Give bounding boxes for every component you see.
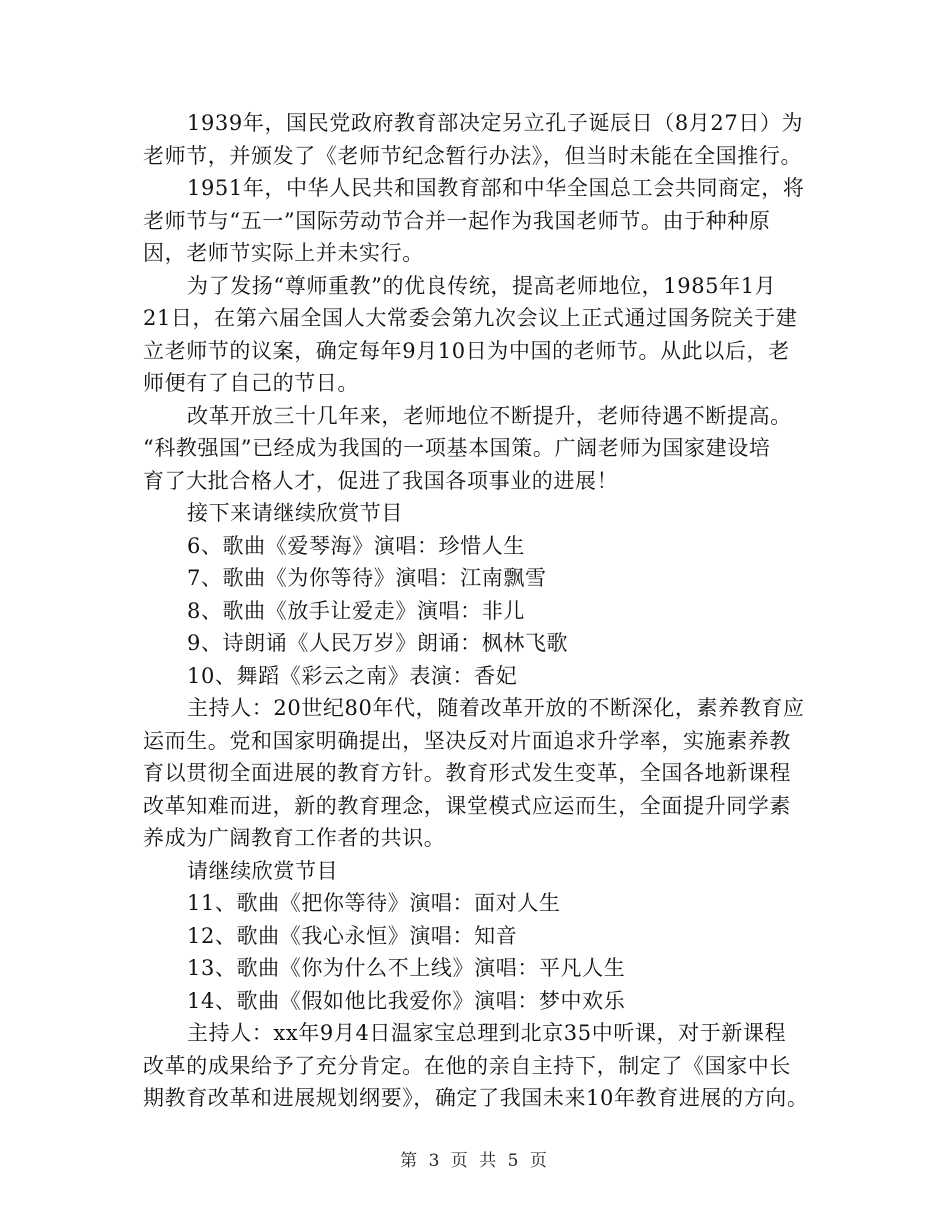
text-line: 主持人：xx年9月4日温家宝总理到北京35中听课，对于新课程 [187,1021,787,1045]
program-item-8 [143,595,815,628]
paragraph-1939 [143,107,815,172]
text-line: 老师节，并颁发了《老师节纪念暂行办法》，但当时未能在全国推行。 [143,143,803,168]
text-line: 育以贯彻全面进展的教育方针。教育形式发生变革，全国各地新课程 [143,761,791,785]
text-line: 11、歌曲《把你等待》演唱：面对人生 [187,891,561,915]
text-line: 21日，在第六届全国人大常委会第九次会议上正式通过国务院关于建 [143,306,798,330]
program-item-6 [143,530,815,563]
text-line: 改革的成果给予了充分肯定。在他的亲自主持下，制定了《国家中长 [143,1053,791,1078]
text-line: 12、歌曲《我心永恒》演唱：知音 [187,923,518,948]
text-line: 9、诗朗诵《人民万岁》朗诵：枫林飞歌 [187,631,569,655]
paragraph-1951 [143,172,815,270]
text-line: 养成为广阔教育工作者的共识。 [143,826,446,850]
host-speech-wen [143,1017,815,1115]
page-number-footer: 第 3 页 共 5 页 [400,1151,550,1171]
text-line: 师便有了自己的节日。 [143,371,359,395]
document-body [143,107,815,1115]
paragraph-1985 [143,270,815,400]
text-line: 期教育改革和进展规划纲要》，确定了我国未来10年教育进展的方向。 [143,1086,809,1110]
text-line: 7、歌曲《为你等待》演唱：江南飘雪 [187,566,547,590]
host-speech-1980s [143,692,815,855]
text-line: 13、歌曲《你为什么不上线》演唱：平凡人生 [187,956,626,980]
text-line: “科教强国”已经成为我国的一项基本国策。广阔老师为国家建设培 [143,436,771,460]
program-intro-2 [143,855,815,888]
program-item-12 [143,920,815,953]
program-item-10 [143,660,815,693]
program-item-14 [143,985,815,1018]
text-line: 因，老师节实际上并未实行。 [143,241,424,265]
text-line: 8、歌曲《放手让爱走》演唱：非儿 [187,598,525,623]
text-line: 请继续欣赏节目 [187,858,339,883]
paragraph-reform [143,400,815,498]
program-item-11 [143,887,815,920]
text-line: 1939年，国民党政府教育部决定另立孔子诞辰日（8月27日）为 [187,111,804,135]
text-line: 改革知难而进，新的教育理念，课堂模式应运而生，全面提升同学素 [143,793,791,818]
program-intro-1 [143,497,815,530]
text-line: 1951年，中华人民共和国教育部和中华全国总工会共同商定，将 [187,176,805,200]
program-item-13 [143,952,815,985]
text-line: 老师节与“五一”国际劳动节合并一起作为我国老师节。由于种种原 [143,208,771,233]
text-line: 为了发扬“尊师重教”的优良传统，提高老师地位，1985年1月 [187,273,777,298]
text-line: 改革开放三十几年来，老师地位不断提升，老师待遇不断提高。 [187,403,792,428]
program-item-7 [143,562,815,595]
text-line: 运而生。党和国家明确提出，坚决反对片面追求升学率，实施素养教 [143,728,791,753]
text-line: 育了大批合格人才，促进了我国各项事业的进展！ [143,468,619,493]
text-line: 14、歌曲《假如他比我爱你》演唱：梦中欢乐 [187,988,626,1013]
program-item-9 [143,627,815,660]
text-line: 主持人：20世纪80年代，随着改革开放的不断深化，素养教育应 [187,696,805,720]
text-line: 接下来请继续欣赏节目 [187,501,403,525]
text-line: 立老师节的议案，确定每年9月10日为中国的老师节。从此以后，老 [143,338,790,363]
text-line: 6、歌曲《爱琴海》演唱：珍惜人生 [187,533,525,558]
text-line: 10、舞蹈《彩云之南》表演：香妃 [187,663,518,688]
